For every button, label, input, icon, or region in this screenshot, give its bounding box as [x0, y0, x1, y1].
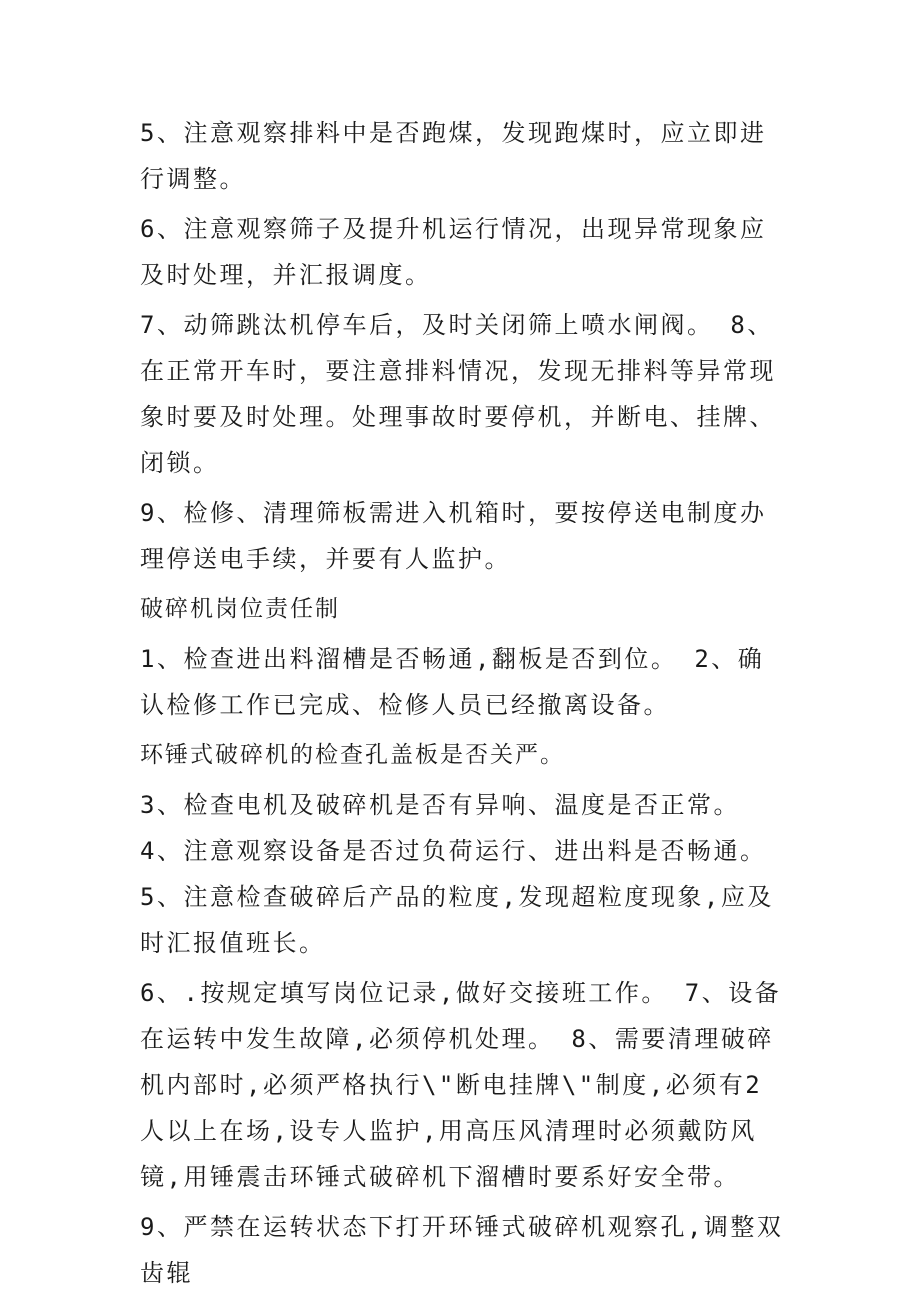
paragraph-motor-granularity-check: 3、检查电机及破碎机是否有异响、温度是否正常。 4、注意观察设备是否过负荷运行、进出料是否畅通。 5、注意检查破碎后产品的粒度,发现超粒度现象,应及时汇报值班长。 — [140, 791, 774, 957]
paragraph-crusher-chute-check: 1、检查进出料溜槽是否畅通,翻板是否到位。 2、确认检修工作已完成、检修人员已经撤离设备。 — [140, 645, 765, 719]
paragraph-operation-prohibition: 9、严禁在运转状态下打开环锤式破碎机观察孔,调整双齿辊 — [140, 1213, 784, 1287]
paragraph-cover-plate-check: 环锤式破碎机的检查孔盖板是否关严。 — [140, 742, 565, 768]
document-body — [140, 110, 788, 1300]
paragraph-screening-coal-check: 5、注意观察排料中是否跑煤，发现跑煤时，应立即进行调整。 — [140, 119, 767, 193]
paragraph-records-fault-cleaning: 6、.按规定填写岗位记录,做好交接班工作。 7、设备在运转中发生故障,必须停机处理。 8、需要清理破碎机内部时,必须严格执行\"断电挂牌\"制度,必须有2人以上在场,设专人监护,用高压风清理时必须戴防风镜,用锤震击环锤式破碎机下溜槽时要系好安全带。 — [140, 979, 782, 1191]
section-heading-crusher-duties: 破碎机岗位责任制 — [140, 596, 340, 622]
paragraph-screen-elevator-check: 6、注意观察筛子及提升机运行情况，出现异常现象应及时处理，并汇报调度。 — [140, 215, 767, 289]
paragraph-maintenance-safety: 9、检修、清理筛板需进入机箱时，要按停送电制度办理停送电手续，并要有人监护。 — [140, 499, 767, 573]
paragraph-jig-stop-procedure: 7、动筛跳汰机停车后，及时关闭筛上喷水闸阀。 8、在正常开车时，要注意排料情况，发现无排料等异常现象时要及时处理。处理事故时要停机，并断电、挂牌、闭锁。 — [140, 311, 776, 477]
